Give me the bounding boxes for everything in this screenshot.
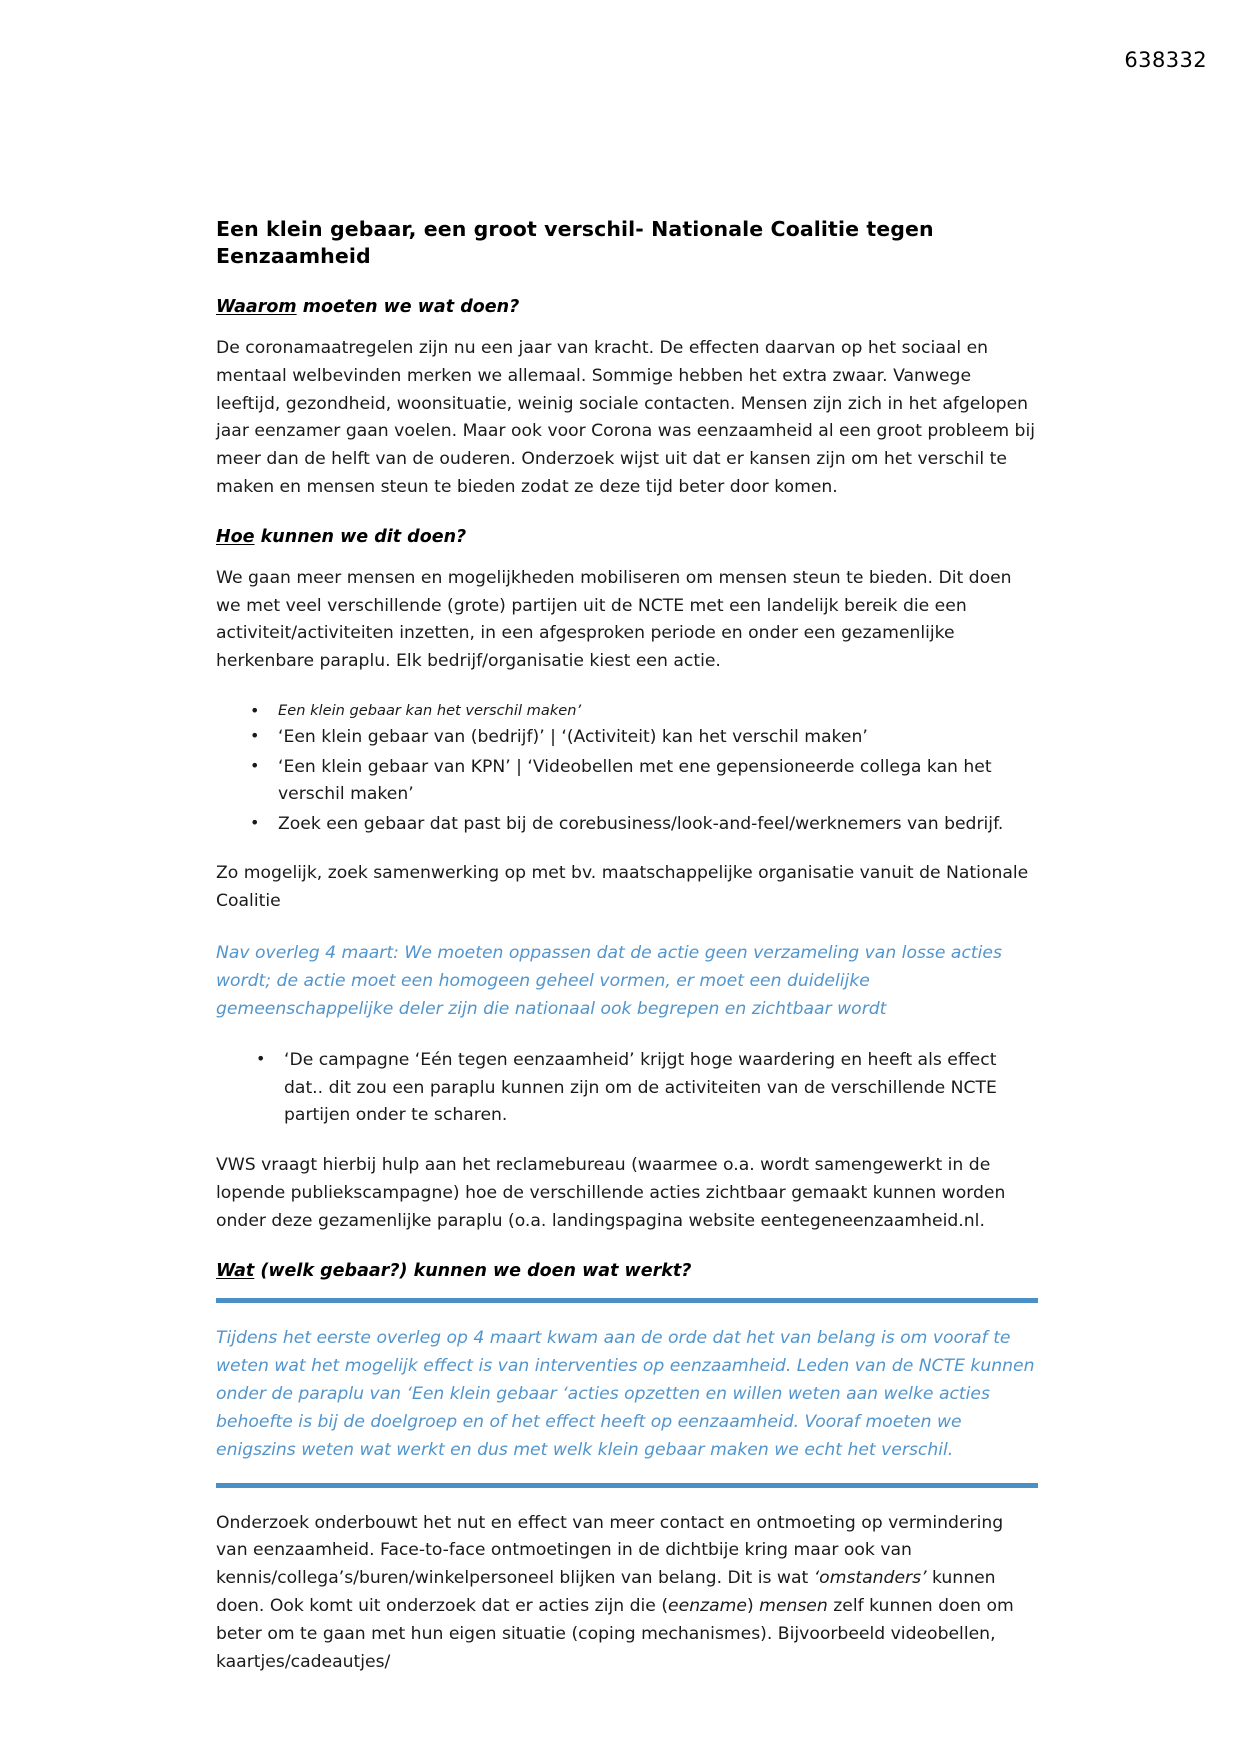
paragraph-hoe: We gaan meer mensen en mogelijkheden mobiliseren om mensen steun te bieden. Dit doen we met veel verschillende (grote) partijen uit de NCTE met een landelijk bereik die een activiteit/activiteiten inzetten, in een afgesproken periode en onder een gezamenlijke herkenbare paraplu. Elk bedrijf/organisatie kiest een actie. [216, 567, 1012, 672]
list-item: • ‘De campagne ‘Eén tegen eenzaamheid’ krijgt hoge waardering en heeft als effect dat.. dit zou een paraplu kunnen zijn om de activiteiten van de verschillende NCTE partijen onder te scharen. [216, 1047, 1038, 1130]
paragraph-waarom: De coronamaatregelen zijn nu een jaar van kracht. De effecten daarvan op het sociaal en mentaal welbevinden merken we allemaal. Sommige hebben het extra zwaar. Vanwege leeftijd, gezondheid, woonsituatie, weinig sociale contacten. Mensen zijn zich in het afgelopen jaar eenzamer gaan voelen. Maar ook voor Corona was eenzaamheid al een groot probleem bij meer dan de helft van de ouderen. Onderzoek wijst uit dat er kansen zijn om het verschil te maken en mensen steun te bieden zodat ze deze tijd beter door komen. [216, 337, 1036, 498]
divider-bottom [216, 1483, 1038, 1488]
list-item: • Zoek een gebaar dat past bij de corebusiness/look-and-feel/werknemers van bedrijf. [216, 811, 1038, 839]
hoe-bullet-list [216, 700, 1038, 838]
divider-top [216, 1298, 1038, 1303]
section-heading-hoe [216, 526, 1038, 549]
list-item: • ‘Een klein gebaar van (bedrijf)’ | ‘(Activiteit) kan het verschil maken’ [216, 724, 1038, 752]
boxed-blue-note: Tijdens het eerste overleg op 4 maart kwam aan de orde dat het van belang is om vooraf te weten wat het mogelijk effect is van interventies op eenzaamheid. Leden van de NCTE kunnen onder de paraplu van ‘Een klein gebaar ‘acties opzetten en willen weten aan welke acties behoefte is bij de doelgroep en of het effect heeft op eenzaamheid. Vooraf moeten we enigszins weten wat werkt en dus met welk klein gebaar maken we echt het verschil. [216, 1328, 1035, 1460]
page-title: Een klein gebaar, een groot verschil- Nationale Coalitie tegen Eenzaamheid [216, 217, 934, 269]
paragraph-samenwerking: Zo mogelijk, zoek samenwerking op met bv. maatschappelijke organisatie vanuit de Nationale Coalitie [216, 863, 1029, 911]
section-heading-hoe-rest: kunnen we dit doen? [254, 527, 467, 547]
onderzoek-emphasis-omstanders: ‘omstanders’ [813, 1568, 927, 1589]
section-heading-waarom-underlined: Waarom [216, 297, 297, 318]
section-heading-waarom [216, 296, 1038, 319]
document-content [216, 216, 1038, 1701]
list-item: • Een klein gebaar kan het verschil maken’ [216, 700, 1038, 722]
section-heading-waarom-rest: moeten we wat doen? [296, 297, 520, 318]
onderzoek-text-4: zelf kunnen doen om beter om te gaan met hun eigen situatie (coping mechanismes). Bijvoorbeeld videobellen, kaartjes/cadeautjes/ [216, 1596, 1014, 1672]
paragraph-onderzoek [216, 1510, 1038, 1677]
section-heading-wat [216, 1260, 1038, 1283]
onderzoek-text-1: Onderzoek onderbouwt het nut en effect van meer contact en ontmoeting op vermindering van eenzaamheid. Face-to-face ontmoetingen in de dichtbije kring maar ook van kennis/collega’s/buren/winkelpersoneel blijken van belang. Dit is wat [216, 1512, 1004, 1589]
paragraph-vws: VWS vraagt hierbij hulp aan het reclamebureau (waarmee o.a. wordt samengewerkt in de lopende publiekscampagne) hoe de verschillende acties zichtbaar gemaakt kunnen worden onder deze gezamenlijke paraplu (o.a. landingspagina website eentegeneenzaamheid.nl. [216, 1154, 1006, 1231]
section-heading-wat-rest: (welk gebaar?) kunnen we doen wat werkt? [254, 1260, 692, 1281]
campaign-bullet-list [216, 1047, 1038, 1130]
page-header-number: 638332 [1124, 48, 1207, 72]
onderzoek-text-2: kunnen doen. Ook komt uit onderzoek dat er acties zijn die ( [216, 1568, 996, 1617]
section-heading-hoe-underlined: Hoe [216, 527, 255, 547]
onderzoek-emphasis-mensen: mensen [759, 1596, 828, 1617]
onderzoek-text-3: ) [746, 1596, 760, 1617]
section-heading-wat-underlined: Wat [216, 1260, 255, 1281]
onderzoek-emphasis-eenzame: eenzame [668, 1596, 747, 1617]
list-item: • ‘Een klein gebaar van KPN’ | ‘Videobellen met ene gepensioneerde collega kan het verschil maken’ [216, 754, 1038, 809]
nav-overleg-note: Nav overleg 4 maart: We moeten oppassen dat de actie geen verzameling van losse acties wordt; de actie moet een homogeen geheel vormen, er moet een duidelijke gemeenschappelijke deler zijn die nationaal ook begrepen en zichtbaar wordt [216, 942, 1002, 1019]
